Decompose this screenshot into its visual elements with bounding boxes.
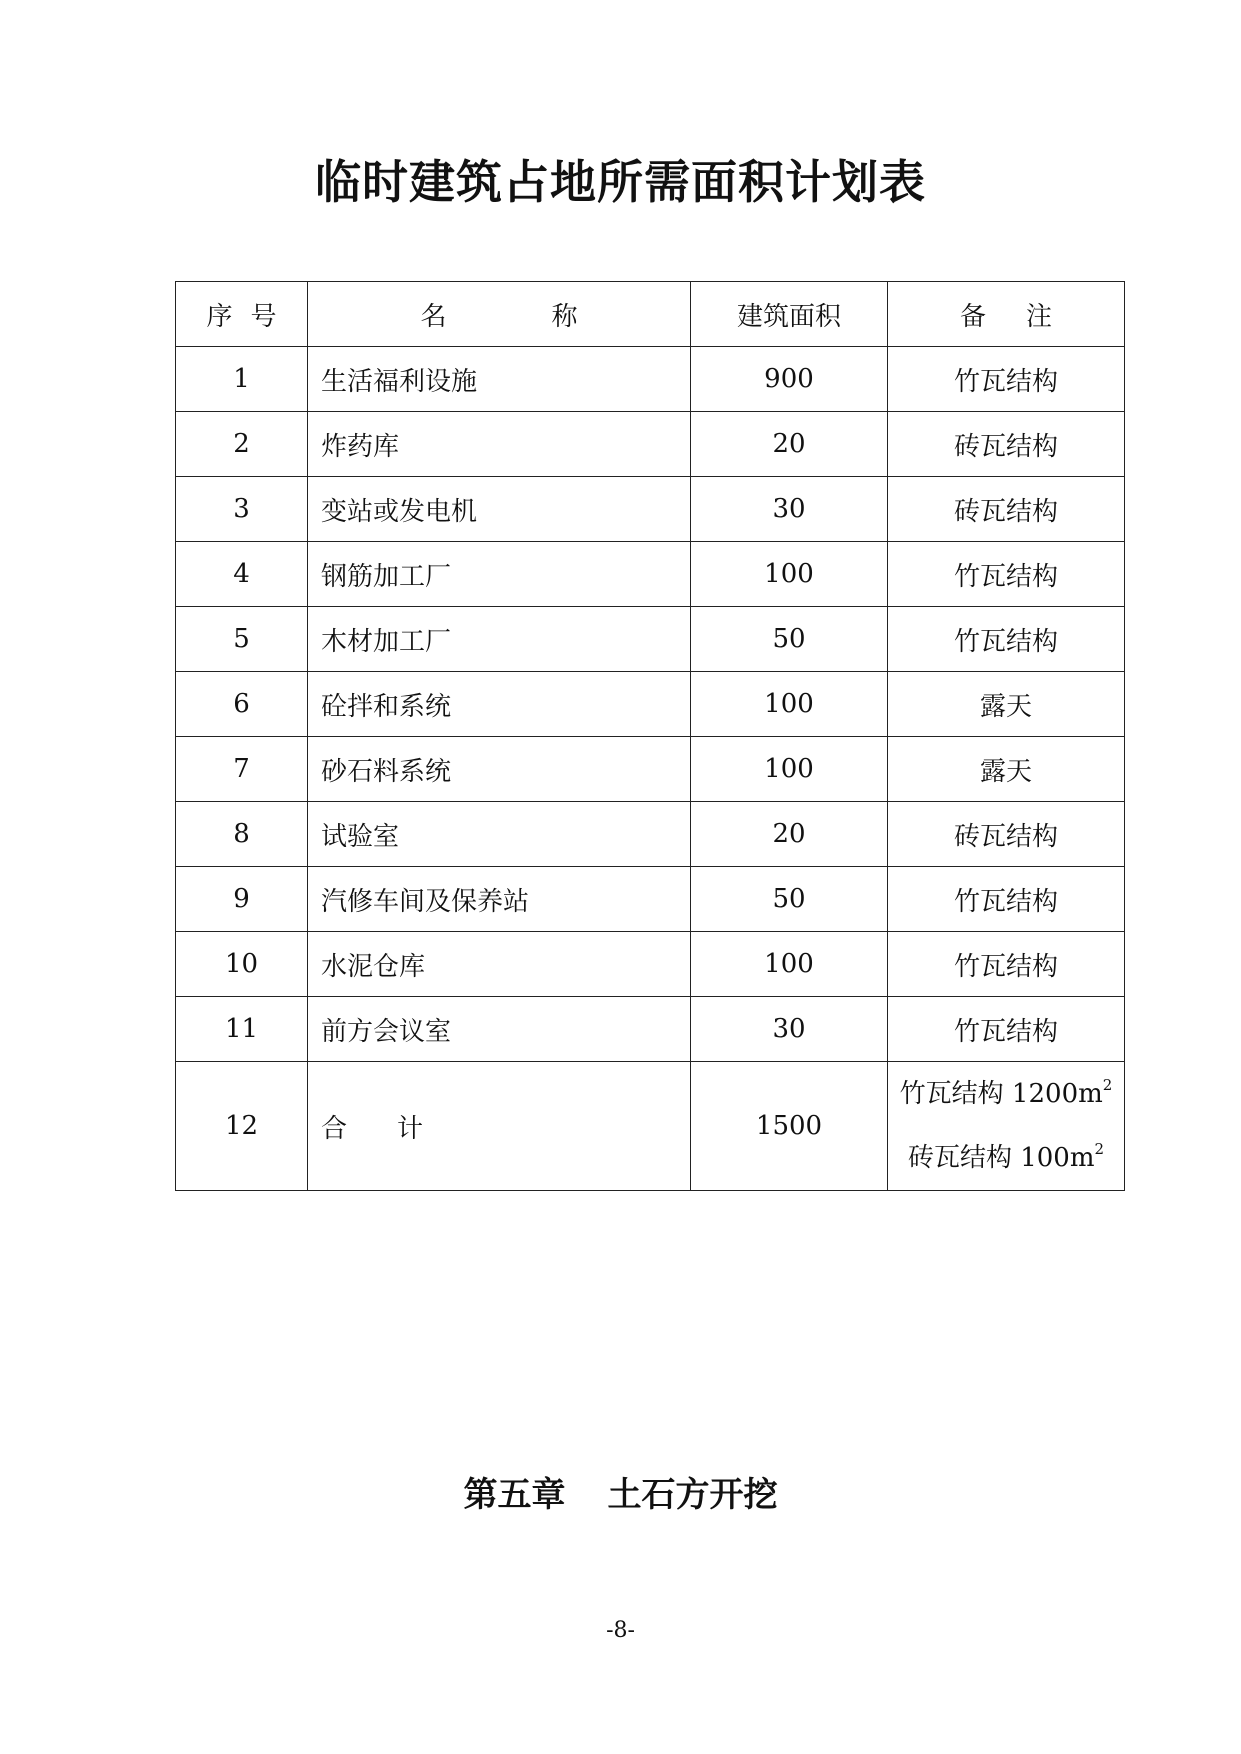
table-row [176,542,1125,607]
cell-name: 前方会议室 [308,997,691,1062]
header-name-char-1: 名 [420,301,447,332]
header-note-char-1: 备 [959,301,986,332]
cell-note: 砖瓦结构 [888,477,1125,542]
chapter-number: 第五章 [463,1475,566,1515]
cell-seq: 9 [176,867,308,932]
cell-note: 竹瓦结构 [888,997,1125,1062]
cell-note: 竹瓦结构 [888,867,1125,932]
header-note-char-2: 注 [1026,301,1053,332]
cell-area: 20 [691,802,888,867]
document-title: 临时建筑占地所需面积计划表 [315,155,926,209]
header-seq [176,282,308,347]
table-row [176,607,1125,672]
cell-area: 30 [691,997,888,1062]
table-row [176,737,1125,802]
table-total-row [176,1062,1125,1191]
cell-name: 试验室 [308,802,691,867]
page-number: -8- [606,1618,635,1643]
cell-name: 生活福利设施 [308,347,691,412]
cell-note: 竹瓦结构 [888,932,1125,997]
header-seq-char-2: 号 [250,301,277,332]
unit-superscript: 2 [1094,1140,1105,1158]
cell-area: 100 [691,932,888,997]
cell-area: 50 [691,607,888,672]
cell-name: 木材加工厂 [308,607,691,672]
header-area: 建筑面积 [691,282,888,347]
cell-name: 水泥仓库 [308,932,691,997]
header-seq-char-1: 序 [206,301,233,332]
table-header-row [176,282,1125,347]
total-note-line-1-text: 竹瓦结构 1200m [899,1079,1103,1109]
table-row [176,932,1125,997]
cell-seq: 3 [176,477,308,542]
cell-note: 竹瓦结构 [888,542,1125,607]
total-note-line-2-text: 砖瓦结构 100m [907,1143,1095,1173]
cell-seq: 11 [176,997,308,1062]
cell-area: 20 [691,412,888,477]
total-seq: 12 [176,1062,308,1191]
cell-name: 汽修车间及保养站 [308,867,691,932]
cell-note: 砖瓦结构 [888,412,1125,477]
cell-note: 露天 [888,672,1125,737]
cell-name: 炸药库 [308,412,691,477]
chapter-heading [0,1470,1241,1520]
table-row [176,997,1125,1062]
cell-area: 100 [691,737,888,802]
cell-area: 30 [691,477,888,542]
cell-area: 100 [691,672,888,737]
table-row [176,672,1125,737]
area-plan-table [175,281,1125,1191]
cell-note: 竹瓦结构 [888,347,1125,412]
cell-seq: 2 [176,412,308,477]
cell-name: 砼拌和系统 [308,672,691,737]
cell-seq: 10 [176,932,308,997]
total-area: 1500 [691,1062,888,1191]
header-note [888,282,1125,347]
table-row [176,802,1125,867]
total-name-char-2: 计 [397,1113,424,1144]
cell-seq: 5 [176,607,308,672]
chapter-name: 土石方开挖 [607,1475,778,1515]
cell-area: 100 [691,542,888,607]
cell-name: 钢筋加工厂 [308,542,691,607]
table-row [176,412,1125,477]
cell-seq: 1 [176,347,308,412]
cell-note: 竹瓦结构 [888,607,1125,672]
unit-superscript: 2 [1102,1076,1113,1094]
cell-area: 900 [691,347,888,412]
total-name-char-1: 合 [321,1113,348,1144]
cell-area: 50 [691,867,888,932]
cell-seq: 7 [176,737,308,802]
header-name [308,282,691,347]
table-row [176,477,1125,542]
cell-seq: 8 [176,802,308,867]
total-note-line-1 [888,1062,1124,1126]
total-note [888,1062,1125,1191]
cell-seq: 4 [176,542,308,607]
cell-note: 砖瓦结构 [888,802,1125,867]
table-row [176,347,1125,412]
header-name-char-2: 称 [551,301,578,332]
cell-name: 砂石料系统 [308,737,691,802]
cell-seq: 6 [176,672,308,737]
cell-name: 变站或发电机 [308,477,691,542]
total-note-line-2 [888,1126,1124,1190]
cell-note: 露天 [888,737,1125,802]
table-row [176,867,1125,932]
total-name [308,1062,691,1191]
